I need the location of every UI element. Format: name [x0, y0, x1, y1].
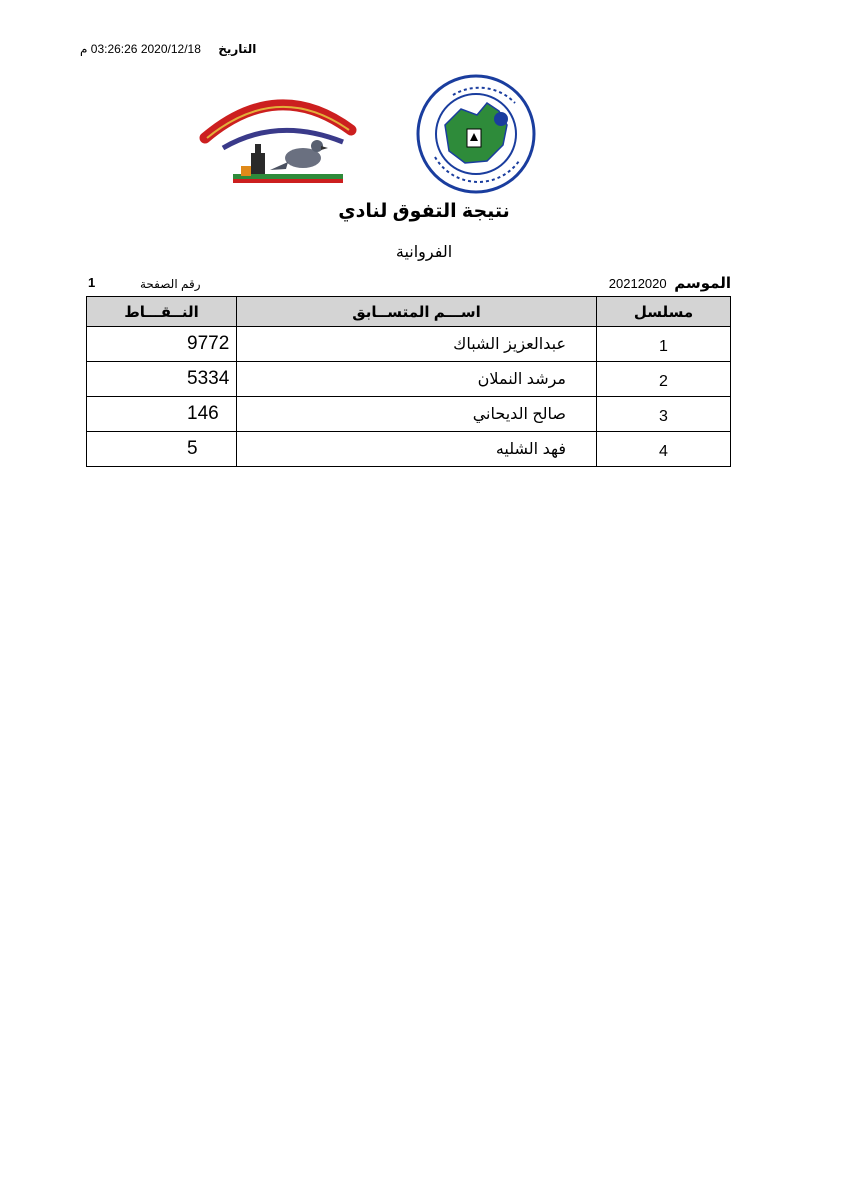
date-label: التاريخ: [218, 42, 257, 56]
table-row: [87, 397, 731, 432]
page-title: نتيجة التفوق لنادي: [338, 201, 510, 222]
header-serial: مسلسل: [597, 297, 731, 327]
club-name: الفروانية: [395, 244, 453, 261]
cell-serial: 3: [597, 397, 731, 432]
date-value: 2020/12/18 03:26:26 م: [80, 42, 201, 56]
cell-serial: 1: [597, 327, 731, 362]
results-table: [86, 296, 731, 467]
cell-points: 9772: [87, 327, 237, 362]
cell-points: 146: [87, 397, 237, 432]
season-value: 20212020: [608, 276, 667, 291]
table-header-row: [87, 297, 731, 327]
cell-name: مرشد النملان: [237, 362, 597, 397]
cell-points: 5: [87, 432, 237, 467]
table-row: [87, 327, 731, 362]
table-row: [87, 432, 731, 467]
print-date: [80, 42, 260, 56]
cell-serial: 4: [597, 432, 731, 467]
cell-points: 5334: [87, 362, 237, 397]
cell-serial: 2: [597, 362, 731, 397]
cell-name: فهد الشليه: [237, 432, 597, 467]
table-row: [87, 362, 731, 397]
page-number-value: 1: [88, 275, 96, 290]
club-logo: [193, 88, 363, 186]
season-label: الموسم: [674, 275, 731, 292]
federation-logo: [415, 73, 537, 195]
page-number-label: رقم الصفحة: [140, 277, 201, 291]
season-info: [609, 274, 731, 292]
cell-name: صالح الديحاني: [237, 397, 597, 432]
header-points: النــقـــاط: [87, 297, 237, 327]
header-name: اســـم المتســابق: [237, 297, 597, 327]
cell-name: عبدالعزيز الشباك: [237, 327, 597, 362]
